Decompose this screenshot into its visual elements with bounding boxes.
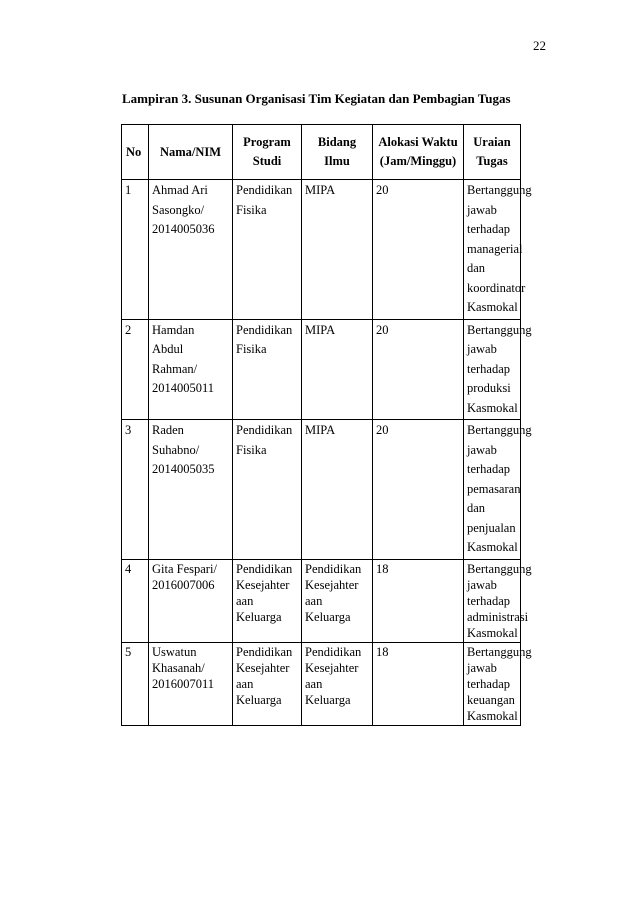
header-row <box>122 125 521 180</box>
cell-alokasi-waktu: 18 <box>373 642 464 725</box>
table-row <box>122 319 521 420</box>
cell-alokasi-waktu: 18 <box>373 559 464 642</box>
cell-bidang-ilmu: Pendidikan Kesejahter aan Keluarga <box>302 642 373 725</box>
organization-table <box>121 124 532 726</box>
cell-no: 3 <box>122 420 149 560</box>
table-row <box>122 642 521 725</box>
cell-alokasi-waktu: 20 <box>373 420 464 560</box>
cell-nama-nim: Gita Fespari/ 2016007006 <box>149 559 233 642</box>
table-row <box>122 559 521 642</box>
cell-nama-nim: Ahmad Ari Sasongko/ 2014005036 <box>149 180 233 320</box>
header-alokasi-waktu: Alokasi Waktu (Jam/Minggu) <box>373 125 464 180</box>
cell-nama-nim: Raden Suhabno/ 2014005035 <box>149 420 233 560</box>
cell-uraian-tugas: Bertanggung jawab terhadap administrasi Kasmokal <box>464 559 521 642</box>
cell-nama-nim: Hamdan Abdul Rahman/ 2014005011 <box>149 319 233 420</box>
cell-program-studi: Pendidikan Fisika <box>233 319 302 420</box>
cell-no: 4 <box>122 559 149 642</box>
header-uraian-tugas: Uraian Tugas <box>464 125 521 180</box>
cell-uraian-tugas: Bertanggung jawab terhadap managerial dan koordinator Kasmokal <box>464 180 521 320</box>
page-number: 22 <box>533 38 546 53</box>
cell-program-studi: Pendidikan Fisika <box>233 420 302 560</box>
header-no: No <box>122 125 149 180</box>
cell-no: 2 <box>122 319 149 420</box>
cell-bidang-ilmu: MIPA <box>302 180 373 320</box>
cell-bidang-ilmu: MIPA <box>302 420 373 560</box>
cell-uraian-tugas: Bertanggung jawab terhadap keuangan Kasmokal <box>464 642 521 725</box>
header-bidang-ilmu: Bidang Ilmu <box>302 125 373 180</box>
document-title: Lampiran 3. Susunan Organisasi Tim Kegiatan dan Pembagian Tugas <box>122 91 511 106</box>
cell-uraian-tugas: Bertanggung jawab terhadap produksi Kasmokal <box>464 319 521 420</box>
cell-nama-nim: Uswatun Khasanah/ 2016007011 <box>149 642 233 725</box>
table-row <box>122 420 521 560</box>
table-row <box>122 180 521 320</box>
header-program-studi: Program Studi <box>233 125 302 180</box>
cell-bidang-ilmu: Pendidikan Kesejahter aan Keluarga <box>302 559 373 642</box>
cell-program-studi: Pendidikan Fisika <box>233 180 302 320</box>
header-nama-nim: Nama/NIM <box>149 125 233 180</box>
cell-no: 1 <box>122 180 149 320</box>
cell-program-studi: Pendidikan Kesejahter aan Keluarga <box>233 642 302 725</box>
cell-alokasi-waktu: 20 <box>373 180 464 320</box>
cell-no: 5 <box>122 642 149 725</box>
cell-alokasi-waktu: 20 <box>373 319 464 420</box>
cell-program-studi: Pendidikan Kesejahter aan Keluarga <box>233 559 302 642</box>
cell-bidang-ilmu: MIPA <box>302 319 373 420</box>
cell-uraian-tugas: Bertanggung jawab terhadap pemasaran dan penjualan Kasmokal <box>464 420 521 560</box>
